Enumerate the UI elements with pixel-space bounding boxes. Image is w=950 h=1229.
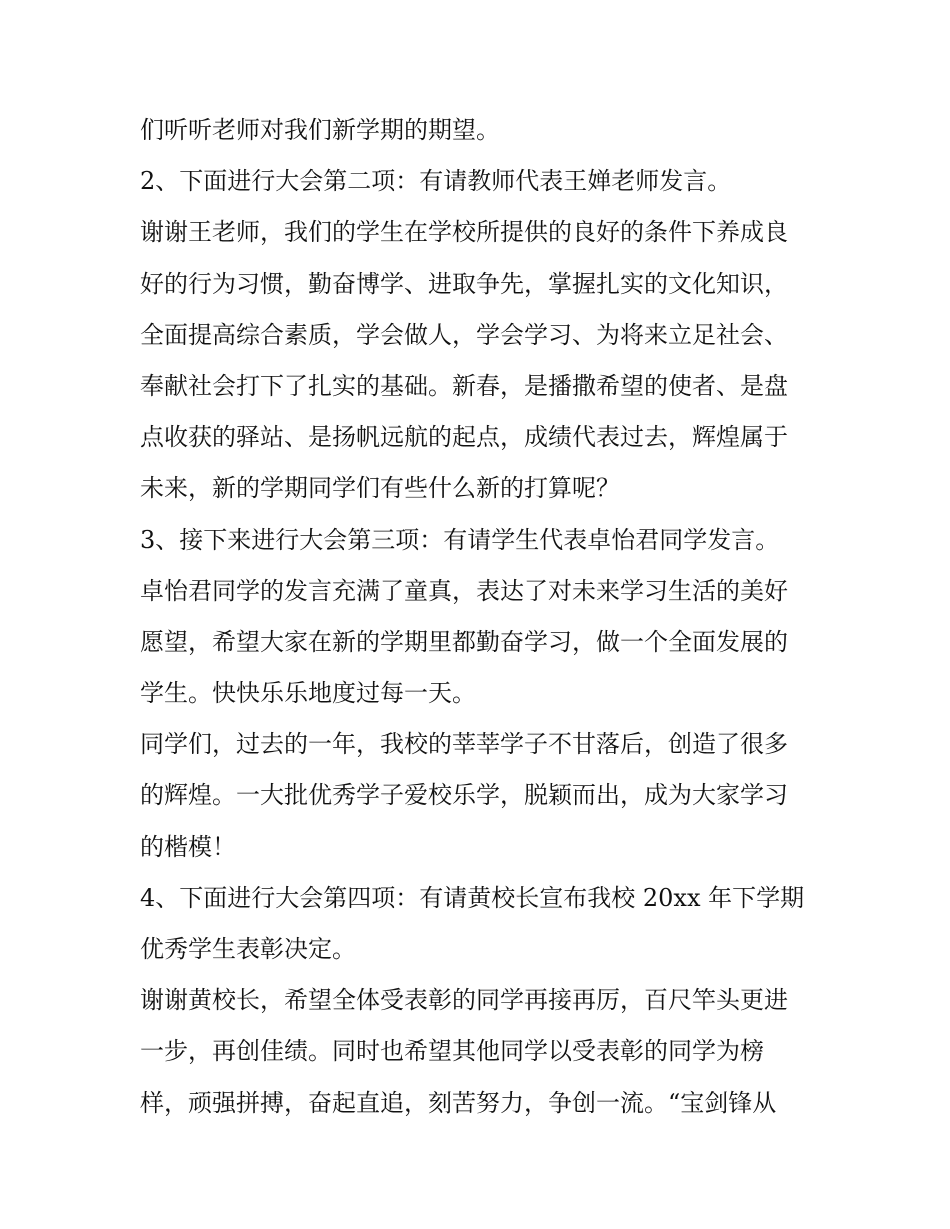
document-body <box>140 105 830 1129</box>
text-line-8: 未来，新的学期同学们有些什么新的打算呢？ <box>140 474 620 503</box>
text-line-12: 学生。快快乐乐地度过每一天。 <box>140 679 476 708</box>
text-line-11: 愿望，希望大家在新的学期里都勤奋学习，做一个全面发展的 <box>140 627 788 656</box>
text-line-4: 好的行为习惯，勤奋博学、进取争先，掌握扎实的文化知识， <box>140 269 788 298</box>
text-line-15: 的楷模！ <box>140 832 236 861</box>
text-line-9: 3、接下来进行大会第三项：有请学生代表卓怡君同学发言。 <box>140 525 780 554</box>
text-line-5: 全面提高综合素质，学会做人，学会学习、为将来立足社会、 <box>140 320 788 349</box>
text-line-20: 样，顽强拼搏，奋起直追，刻苦努力，争创一流。“宝剑锋从 <box>140 1088 777 1117</box>
text-line-17: 优秀学生表彰决定。 <box>140 935 356 963</box>
text-line-10: 卓怡君同学的发言充满了童真，表达了对未来学习生活的美好 <box>140 576 788 605</box>
text-line-16: 4、下面进行大会第四项：有请黄校长宣布我校 20xx 年下学期 <box>140 883 805 912</box>
text-line-1: 们听听老师对我们新学期的期望。 <box>140 116 500 144</box>
text-line-2: 2、下面进行大会第二项：有请教师代表王婵老师发言。 <box>140 167 732 196</box>
text-line-7: 点收获的驿站、是扬帆远航的起点，成绩代表过去，辉煌属于 <box>140 423 788 452</box>
text-line-19: 一步，再创佳绩。同时也希望其他同学以受表彰的同学为榜 <box>140 1037 764 1066</box>
text-line-14: 的辉煌。一大批优秀学子爱校乐学，脱颖而出，成为大家学习 <box>140 781 788 810</box>
text-line-3: 谢谢王老师，我们的学生在学校所提供的良好的条件下养成良 <box>140 218 788 247</box>
text-line-6: 奉献社会打下了扎实的基础。新春，是播撒希望的使者、是盘 <box>140 371 788 400</box>
text-line-13: 同学们，过去的一年，我校的莘莘学子不甘落后，创造了很多 <box>140 730 788 759</box>
text-line-18: 谢谢黄校长，希望全体受表彰的同学再接再厉，百尺竿头更进 <box>140 986 788 1015</box>
